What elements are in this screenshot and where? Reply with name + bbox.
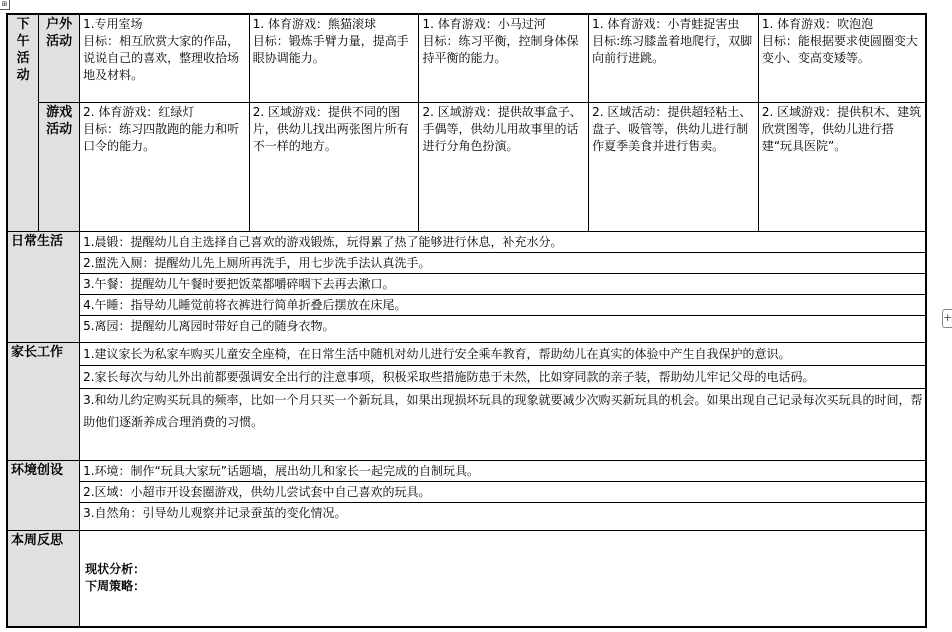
- activity-title: 1. 体育游戏：小马过河: [422, 17, 546, 31]
- game-cell-thu: [589, 102, 759, 231]
- game-activities-label: 游戏活动: [39, 102, 80, 231]
- reflection-label: 本周反思: [7, 530, 80, 627]
- environment-row: [7, 460, 926, 530]
- analysis-label: 现状分析：: [85, 562, 146, 577]
- parent-work-content: [80, 342, 926, 460]
- activity-title: 2. 体育游戏：红绿灯: [83, 104, 195, 119]
- parent-work-label: 家长工作: [7, 342, 80, 460]
- outdoor-cell-wed: [419, 14, 589, 102]
- game-cell-fri: [758, 102, 926, 231]
- expand-icon[interactable]: +: [942, 309, 952, 328]
- activity-title: 1. 体育游戏：熊猫滚球: [252, 17, 377, 31]
- afternoon-game-row: [7, 102, 926, 231]
- daily-life-content: [80, 231, 926, 342]
- activity-goal: 目标:练习膝盖着地爬行，双脚向前行进跳。: [592, 34, 753, 65]
- activity-goal: 目标：练习平衡，控制身体保持平衡的能力。: [422, 34, 579, 65]
- activity-title: 1.专用室场: [83, 17, 143, 31]
- afternoon-label-char: 活: [16, 51, 30, 66]
- parent-work-row: [7, 342, 926, 460]
- afternoon-activities-label: [7, 14, 39, 231]
- activity-title: 1. 体育游戏：小青蛙捉害虫: [592, 17, 740, 31]
- daily-life-item: 2.盥洗入厕：提醒幼儿先上厕所再洗手，用七步洗手法认真洗手。: [80, 253, 925, 274]
- activity-title: 2. 区域游戏：提供积木、建筑欣赏图等，供幼儿进行搭建“玩具医院”。: [761, 104, 922, 153]
- afternoon-label-char: 动: [16, 68, 30, 83]
- parent-work-item: 2.家长每次与幼儿外出前都要强调安全出行的注意事项，积极采取些措施防患于未然，比如穿同款的亲子装，帮助幼儿牢记父母的电话码。: [80, 366, 925, 389]
- outdoor-cell-fri: [758, 14, 926, 102]
- game-cell-tue: [249, 102, 419, 231]
- daily-life-item: 5.离园：提醒幼儿离园时带好自己的随身衣物。: [83, 318, 335, 333]
- activity-goal: 目标：能根据要求使圆圈变大变小、变高变矮等。: [761, 34, 918, 65]
- daily-life-row: [7, 231, 926, 342]
- afternoon-label-char: 下: [16, 17, 30, 32]
- afternoon-label-char: 午: [16, 34, 30, 49]
- activity-goal: 目标：相互欣赏大家的作品，说说自己的喜欢，整理收拾场地及材料。: [83, 34, 240, 82]
- strategy-label: 下周策略：: [85, 579, 146, 594]
- environment-item: 1.环境：制作“玩具大家玩”话题墙，展出幼儿和家长一起完成的自制玩具。: [80, 461, 925, 482]
- outdoor-activities-label: 户外活动: [39, 14, 80, 102]
- reflection-row: [7, 530, 926, 627]
- weekly-plan-table: [6, 13, 927, 628]
- daily-life-item: 3.午餐：提醒幼儿午餐时要把饭菜都嚼碎咽下去再去漱口。: [80, 274, 925, 295]
- activity-goal: 目标：锻炼手臂力量，提高手眼协调能力。: [252, 34, 409, 65]
- reflection-content: [80, 530, 926, 627]
- daily-life-item: 4.午睡：指导幼儿睡觉前将衣裤进行简单折叠后摆放在床尾。: [80, 295, 925, 316]
- daily-life-item: 1.晨锻：提醒幼儿自主选择自己喜欢的游戏锻炼，玩得累了热了能够进行休息，补充水分。: [80, 232, 925, 253]
- table-move-handle-icon[interactable]: ⊞: [0, 0, 10, 10]
- activity-goal: 目标：练习四散跑的能力和听口令的能力。: [83, 121, 240, 153]
- afternoon-outdoor-row: [7, 14, 926, 102]
- outdoor-cell-mon: [80, 14, 250, 102]
- environment-content: [80, 460, 926, 530]
- game-cell-wed: [419, 102, 589, 231]
- parent-work-item: 1.建议家长为私家车购买儿童安全座椅，在日常生活中随机对幼儿进行安全乘车教育，帮助幼儿在真实的体验中产生自我保护的意识。: [80, 343, 925, 366]
- environment-label: 环境创设: [7, 460, 80, 530]
- daily-life-label: 日常生活: [7, 231, 80, 342]
- activity-title: 1. 体育游戏：吹泡泡: [761, 17, 874, 31]
- environment-item: 3.自然角：引导幼儿观察并记录蚕茧的变化情况。: [83, 505, 347, 520]
- parent-work-item: 3.和幼儿约定购买玩具的频率，比如一个月只买一个新玩具，如果出现损坏玩具的现象就要减少次购买新玩具的机会。如果出现自己记录每次买玩具的时间，帮助他们逐渐养成合理消费的习惯。: [83, 392, 923, 429]
- outdoor-cell-thu: [589, 14, 759, 102]
- activity-title: 2. 区域游戏：提供故事盒子、手偶等，供幼儿用故事里的话进行分角色扮演。: [422, 104, 582, 153]
- game-cell-mon: [80, 102, 250, 231]
- activity-title: 2. 区域游戏：提供不同的图片，供幼儿找出两张图片所有不一样的地方。: [252, 104, 409, 153]
- environment-item: 2.区域：小超市开设套圈游戏，供幼儿尝试套中自己喜欢的玩具。: [80, 482, 925, 503]
- outdoor-cell-tue: [249, 14, 419, 102]
- activity-title: 2. 区域活动：提供超轻粘土、盘子、吸管等，供幼儿进行制作夏季美食并进行售卖。: [592, 104, 752, 153]
